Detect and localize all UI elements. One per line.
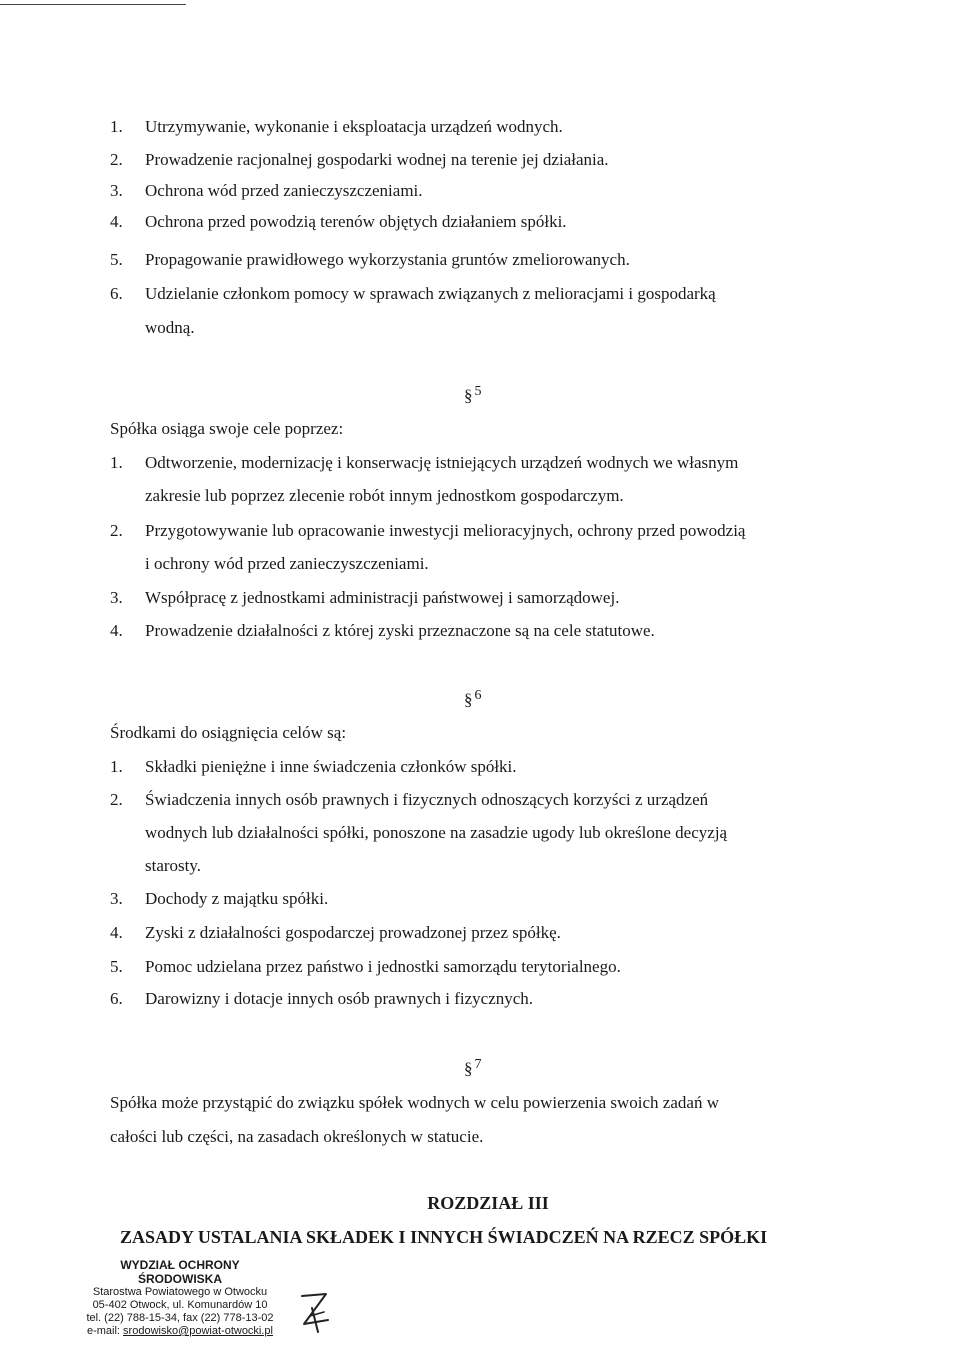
list-item-text-continuation: wodną. (145, 318, 195, 337)
section-intro: Spółka osiąga swoje cele poprzez: (110, 419, 344, 438)
list-item-text: Prowadzenie działalności z której zyski przeznaczone są na cele statutowe. (145, 621, 655, 640)
stamp-line: ŚRODOWISKA (138, 1272, 222, 1286)
list-item-text: Darowizny i dotacje innych osób prawnych i fizycznych. (145, 989, 534, 1008)
section-heading-6 (464, 689, 482, 713)
list-item-number: 2. (110, 150, 123, 169)
list-item-number: 3. (110, 889, 123, 908)
section-symbol: § (464, 386, 473, 405)
section-heading-5 (464, 385, 482, 409)
section-number: 7 (474, 1057, 482, 1072)
list-item-text-continuation: zakresie lub poprzez zlecenie robót innym jednostkom gospodarczym. (145, 486, 624, 505)
list-item-text: Odtworzenie, modernizację i konserwację istniejących urządzeń wodnych we własnym (145, 453, 739, 472)
list-item-number: 1. (110, 453, 123, 472)
list-item-number: 4. (110, 212, 123, 231)
stamp-email-line (60, 1325, 300, 1338)
list-item-text: Dochody z majątku spółki. (145, 889, 329, 908)
paragraph-line: całości lub części, na zasadach określonych w statucie. (110, 1127, 484, 1146)
list-item-text: Zyski z działalności gospodarczej prowadzonej przez spółkę. (145, 923, 561, 942)
list-item-number: 3. (110, 588, 123, 607)
list-item-text-continuation: i ochrony wód przed zanieczyszczeniami. (145, 554, 429, 573)
chapter-title: ROZDZIAŁ III (427, 1193, 549, 1213)
top-rule (0, 4, 186, 5)
stamp-email: srodowisko@powiat-otwocki.pl (123, 1325, 273, 1337)
list-item-text: Świadczenia innych osób prawnych i fizycznych odnoszących korzyści z urządzeń (145, 790, 709, 809)
list-item-number: 5. (110, 250, 123, 269)
office-stamp (60, 1258, 300, 1338)
list-item-text: Utrzymywanie, wykonanie i eksploatacja urządzeń wodnych. (145, 117, 563, 136)
section-symbol: § (464, 1059, 473, 1078)
list-item-text: Prowadzenie racjonalnej gospodarki wodnej na terenie jej działania. (145, 150, 609, 169)
list-item-number: 4. (110, 621, 123, 640)
list-item-number: 1. (110, 757, 123, 776)
list-item-text-continuation: wodnych lub działalności spółki, ponoszone na zasadzie ugody lub określone decyzją (145, 823, 728, 842)
list-item-number: 5. (110, 957, 123, 976)
list-item-number: 1. (110, 117, 123, 136)
list-item-number: 6. (110, 284, 123, 303)
stamp-line: 05-402 Otwock, ul. Komunardów 10 (92, 1299, 268, 1311)
list-item-text-continuation: starosty. (145, 856, 202, 875)
list-item-text: Ochrona wód przed zanieczyszczeniami. (145, 181, 423, 200)
list-item-text: Udzielanie członkom pomocy w sprawach związanych z melioracjami i gospodarką (145, 284, 716, 303)
list-item-number: 6. (110, 989, 123, 1008)
stamp-line: tel. (22) 788-15-34, fax (22) 778-13-02 (86, 1312, 274, 1324)
section-number: 6 (474, 688, 482, 703)
section-number: 5 (474, 384, 482, 399)
list-item-text: Propagowanie prawidłowego wykorzystania gruntów zmeliorowanych. (145, 250, 630, 269)
list-item-number: 2. (110, 521, 123, 540)
chapter-subtitle: ZASADY USTALANIA SKŁADEK I INNYCH ŚWIADCZEŃ NA RZECZ SPÓŁKI (120, 1227, 768, 1247)
list-item-text: Współpracę z jednostkami administracji państwowej i samorządowej. (145, 588, 620, 607)
stamp-line: Starostwa Powiatowego w Otwocku (92, 1286, 268, 1298)
list-item-number: 2. (110, 790, 123, 809)
section-symbol: § (464, 690, 473, 709)
list-item-text: Pomoc udzielana przez państwo i jednostki samorządu terytorialnego. (145, 957, 621, 976)
list-item-number: 4. (110, 923, 123, 942)
list-item-text: Składki pieniężne i inne świadczenia członków spółki. (145, 757, 517, 776)
section-intro: Środkami do osiągnięcia celów są: (110, 723, 347, 742)
list-item-text: Przygotowywanie lub opracowanie inwestycji melioracyjnych, ochrony przed powodzią (145, 521, 746, 540)
paragraph-line: Spółka może przystąpić do związku spółek wodnych w celu powierzenia swoich zadań w (110, 1093, 719, 1112)
signature-initials (298, 1290, 332, 1336)
stamp-line: WYDZIAŁ OCHRONY (120, 1258, 240, 1272)
stamp-email-prefix: e-mail: (86, 1325, 124, 1337)
list-item-text: Ochrona przed powodzią terenów objętych działaniem spółki. (145, 212, 567, 231)
list-item-number: 3. (110, 181, 123, 200)
section-heading-7 (464, 1058, 482, 1082)
